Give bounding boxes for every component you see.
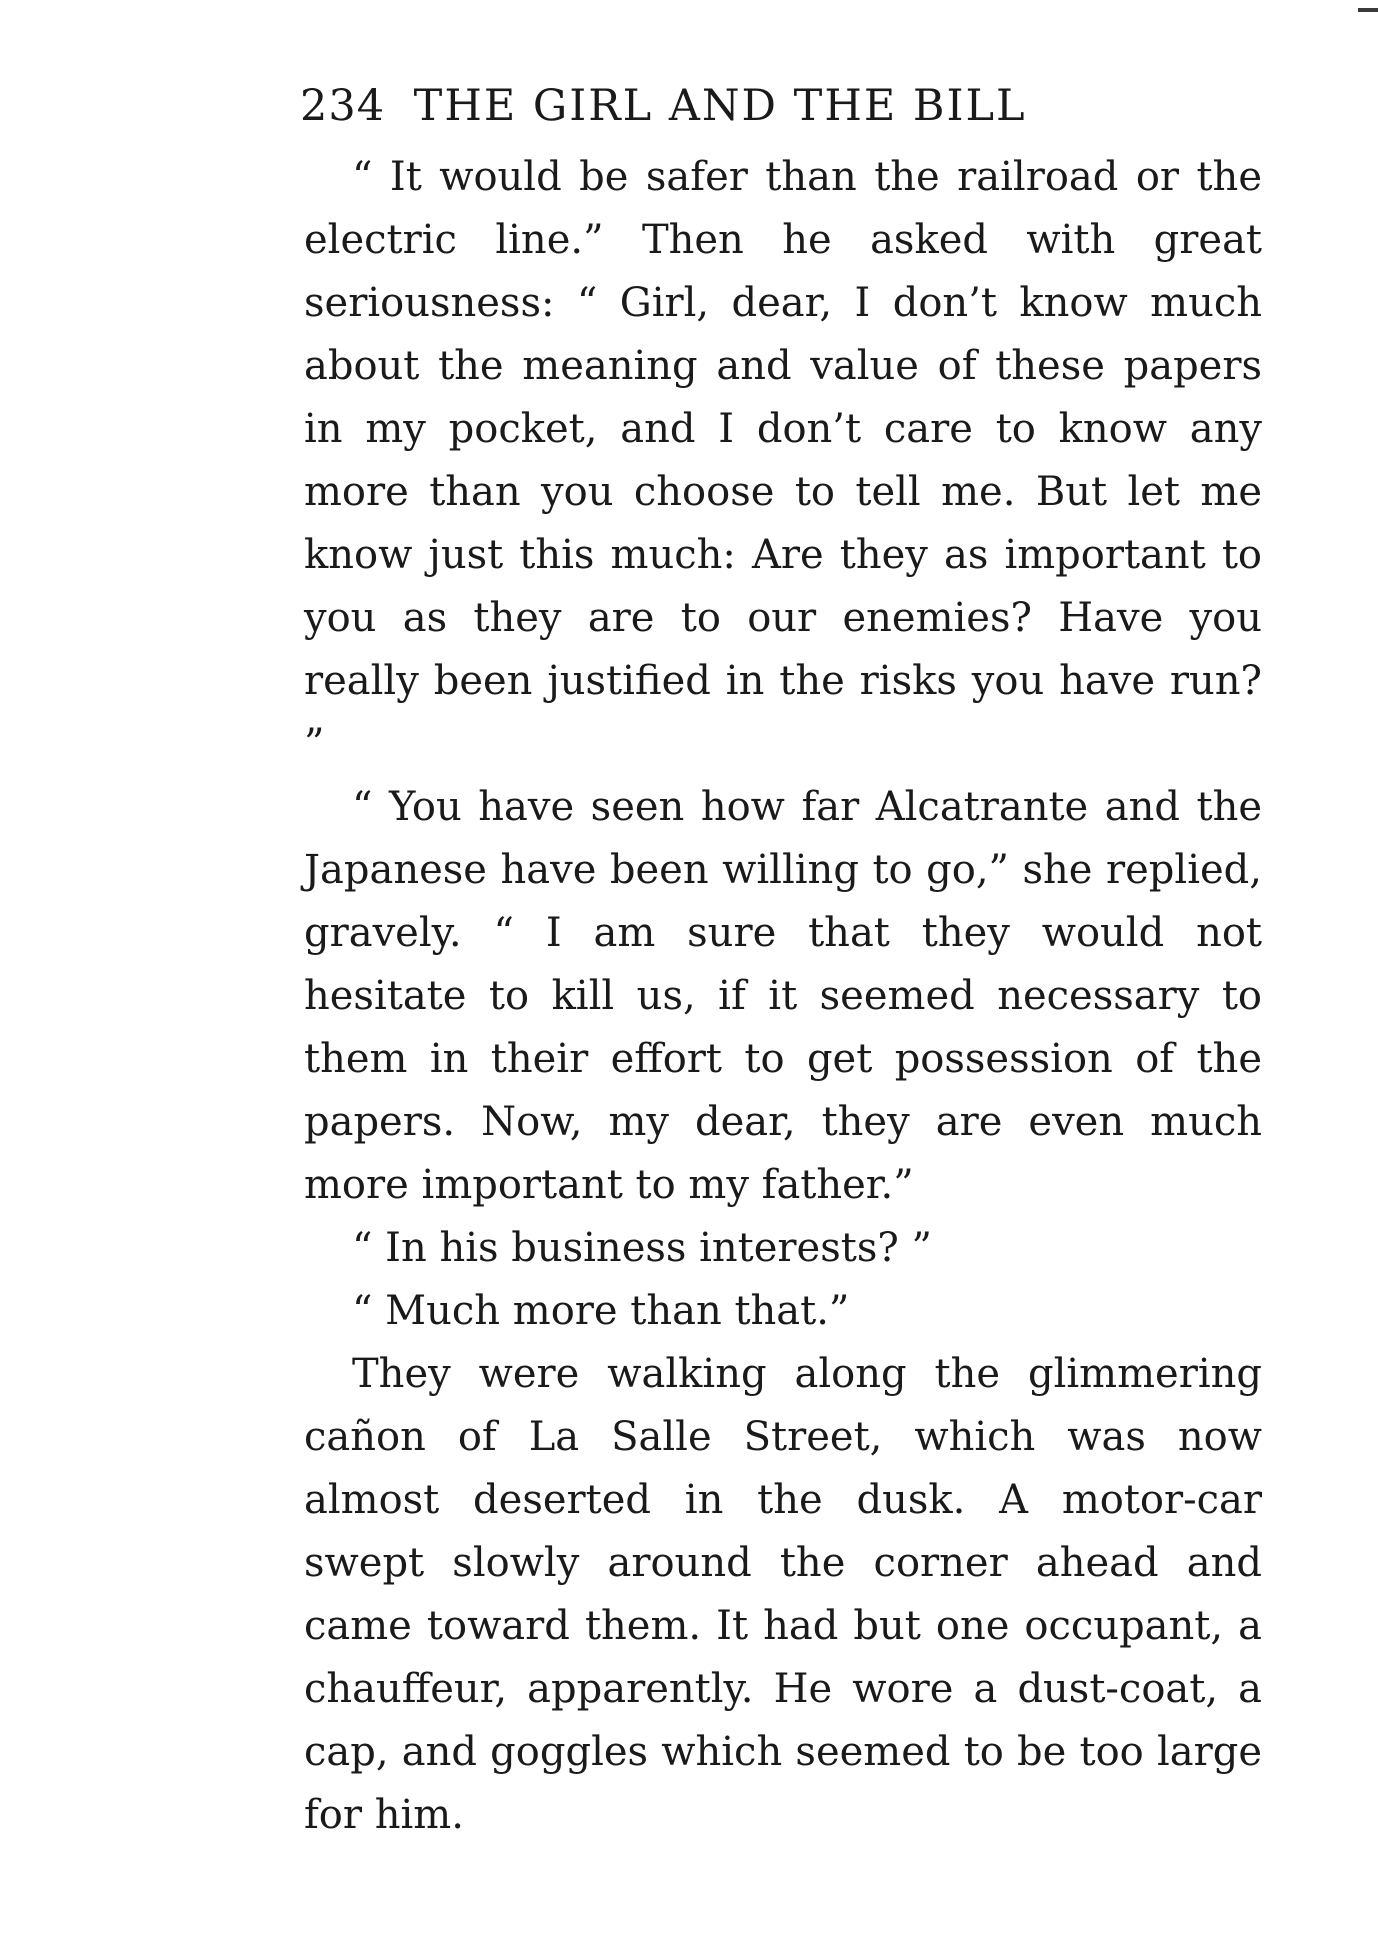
paragraph: “ In his business interests? ”	[352, 1225, 932, 1271]
running-head: THE GIRL AND THE BILL	[413, 81, 1027, 131]
paragraph: They were walking along the glimmering cañon of La Salle Street, which was now almost deserted in the dusk. A motor-car swept slowly around the corner ahead and came toward them. It had but one occupant, a chauffeur, apparently. He wore a dust-coat, a cap, and goggles which seemed to be too large for him.	[304, 1351, 1262, 1838]
body-text	[304, 146, 1262, 1847]
page-header	[300, 76, 1260, 136]
paragraph: “ It would be safer than the railroad or the electric line.” Then he asked with great seriousness: “ Girl, dear, I don’t know much about the meaning and value of these papers in my pocket, and I don’t care to know any more than you choose to tell me. But let me know just this much: Are they as important to you as they are to our enemies? Have you really been justified in the risks you have run? ”	[304, 154, 1262, 767]
paragraph: “ You have seen how far Alcatrante and the Japanese have been willing to go,” she replied, gravely. “ I am sure that they would not hesitate to kill us, if it seemed necessary to them in their effort to get possession of the papers. Now, my dear, they are even much more important to my father.”	[304, 784, 1262, 1208]
paragraph: “ Much more than that.”	[352, 1288, 850, 1334]
corner-scan-mark	[1358, 8, 1378, 12]
page-number: 234	[300, 81, 386, 131]
